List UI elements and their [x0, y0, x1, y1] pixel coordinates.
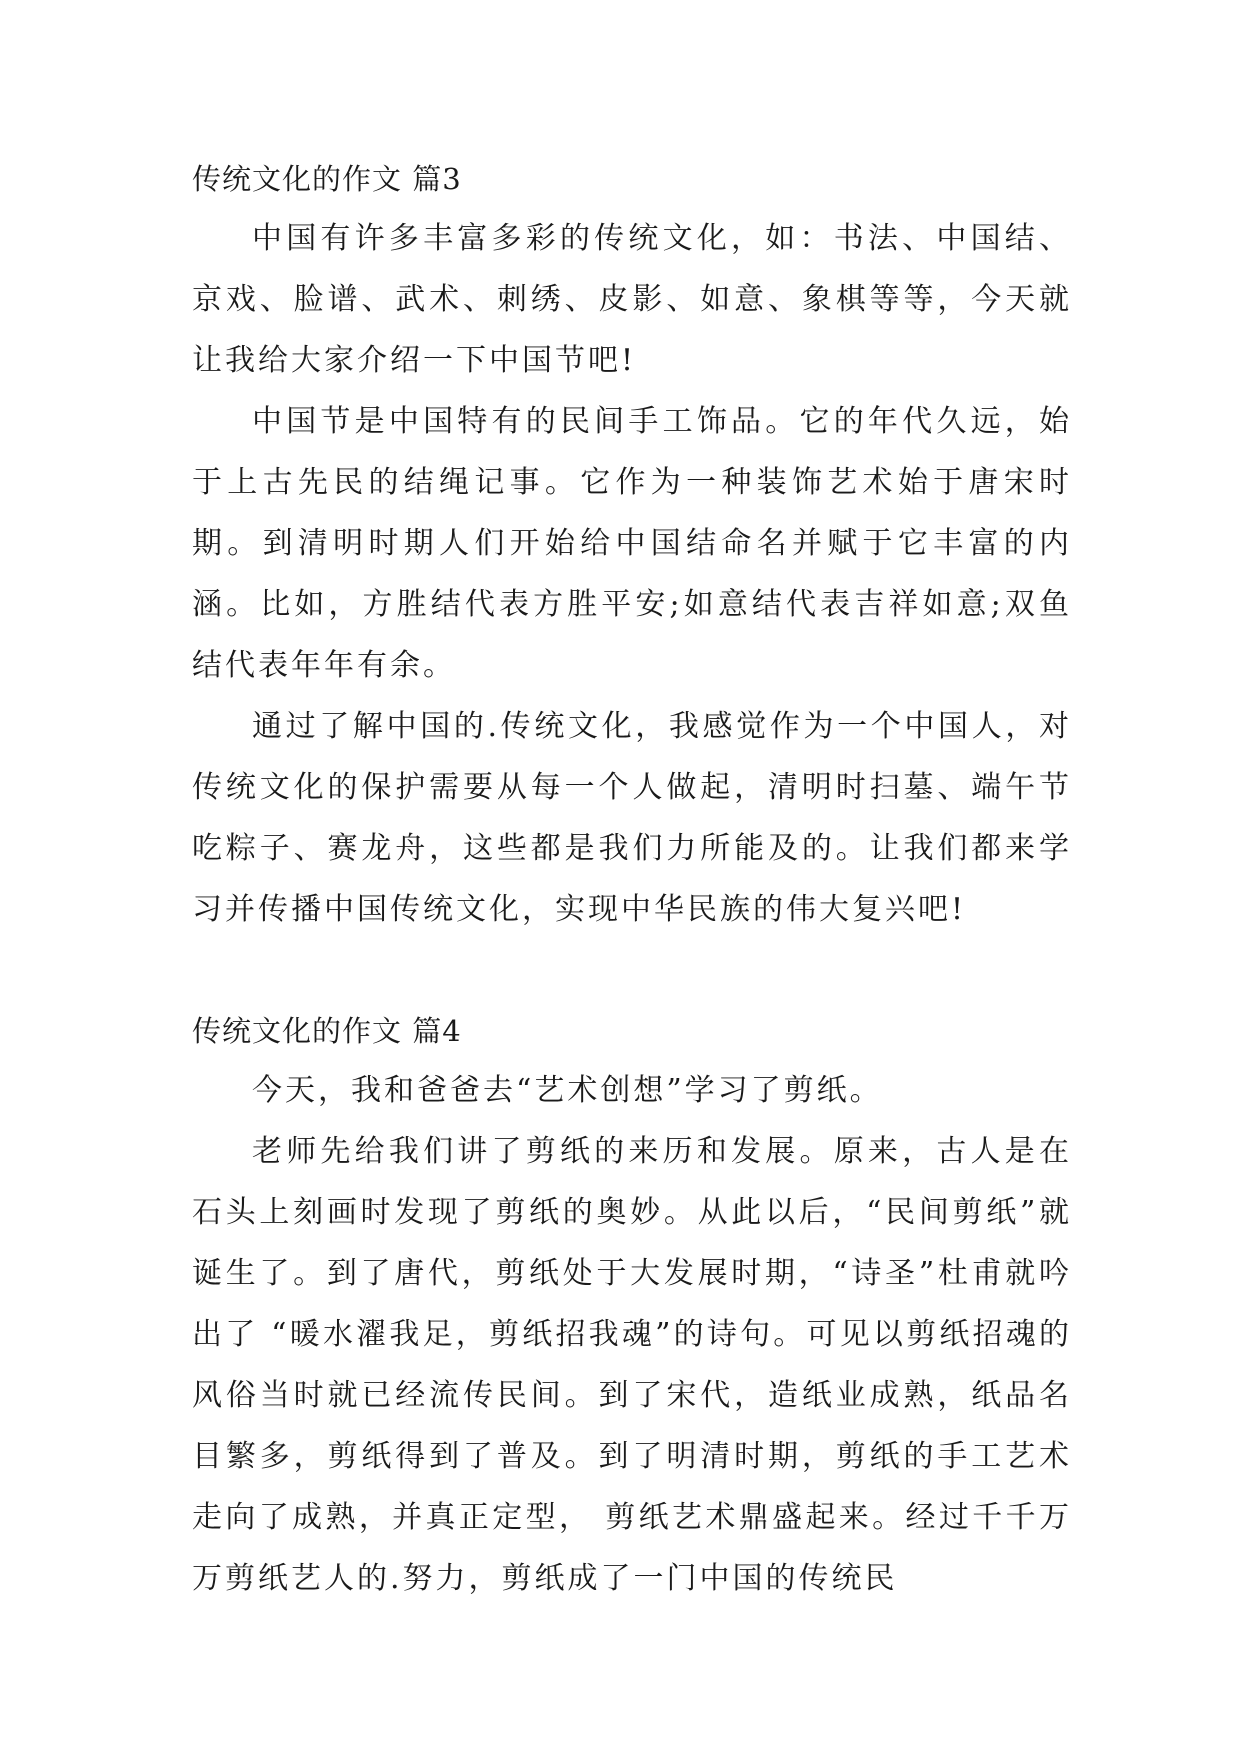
section-title: 传统文化的作文 篇3: [192, 162, 462, 196]
paragraph: 中国有许多丰富多彩的传统文化，如：书法、中国结、京戏、脸谱、武术、刺绣、皮影、如意、象棋等等，今天就让我给大家介绍一下中国节吧!: [192, 221, 1072, 378]
essay-section-3: [192, 150, 1072, 940]
section-spacer: [192, 940, 1072, 1002]
paragraph: 通过了解中国的.传统文化，我感觉作为一个中国人，对传统文化的保护需要从每一个人做起，清明时扫墓、端午节吃粽子、赛龙舟，这些都是我们力所能及的。让我们都来学习并传播中国传统文化，实现中华民族的伟大复兴吧!: [192, 709, 1072, 927]
section-title: 传统文化的作文 篇4: [192, 1014, 462, 1048]
paragraph: 老师先给我们讲了剪纸的来历和发展。原来，古人是在石头上刻画时发现了剪纸的奥妙。从此以后，“民间剪纸”就诞生了。到了唐代，剪纸处于大发展时期，“诗圣”杜甫就吟出了 “暖水濯我足，剪纸招我魂”的诗句。可见以剪纸招魂的风俗当时就已经流传民间。到了宋代，造纸业成熟，纸品名目繁多，剪纸得到了普及。到了明清时期，剪纸的手工艺术走向了成熟，并真正定型， 剪纸艺术鼎盛起来。经过千千万万剪纸艺人的.努力，剪纸成了一门中国的传统民: [192, 1134, 1072, 1596]
document-page: [192, 150, 1072, 1609]
essay-section-4: [192, 1002, 1072, 1609]
paragraph: 中国节是中国特有的民间手工饰品。它的年代久远，始于上古先民的结绳记事。它作为一种装饰艺术始于唐宋时期。到清明时期人们开始给中国结命名并赋于它丰富的内涵。比如，方胜结代表方胜平安;如意结代表吉祥如意;双鱼结代表年年有余。: [192, 404, 1072, 683]
paragraph: 今天，我和爸爸去“艺术创想”学习了剪纸。: [252, 1073, 883, 1108]
